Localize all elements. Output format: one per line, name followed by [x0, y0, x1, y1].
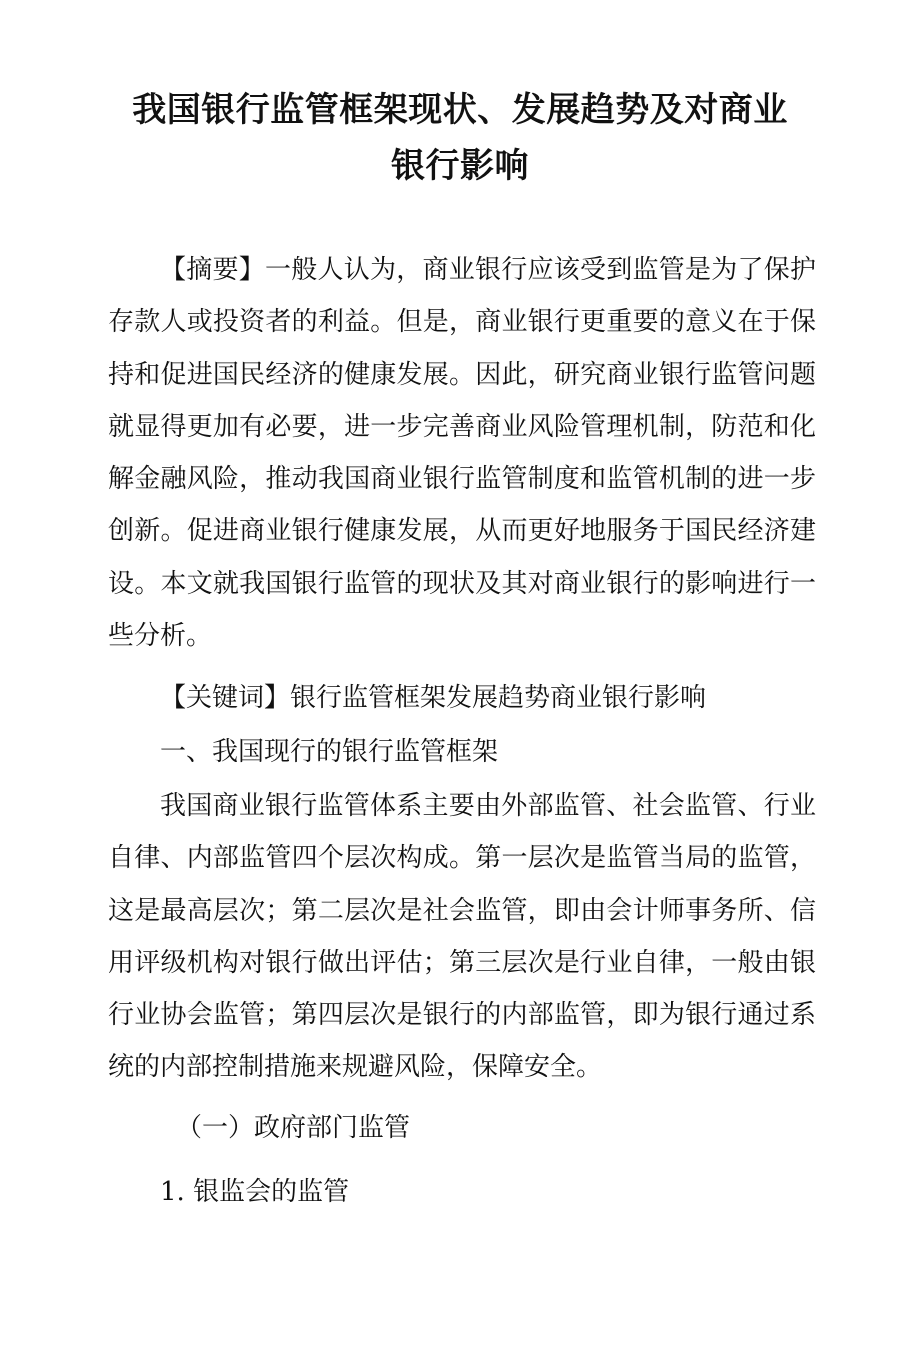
keywords-line: 【关键词】银行监管框架发展趋势商业银行影响: [160, 683, 707, 713]
subsection-heading-1: （一）政府部门监管: [176, 1113, 411, 1143]
section-1-paragraph: 我国商业银行监管体系主要由外部监管、社会监管、行业自律、内部监管四个层次构成。第一层次是监管当局的监管，这是最高层次；第二层次是社会监管，即由会计师事务所、信用评级机构对银行做出评估；第三层次是行业自律，一般由银行业协会监管；第四层次是银行的内部监管，即为银行通过系统的内部控制措施来规避风险，保障安全。: [108, 791, 816, 1083]
section-heading-1: 一、我国现行的银行监管框架: [160, 737, 499, 767]
abstract-paragraph: 【摘要】一般人认为，商业银行应该受到监管是为了保护存款人或投资者的利益。但是，商业银行更重要的意义在于保持和促进国民经济的健康发展。因此，研究商业银行监管问题就显得更加有必要，进一步完善商业风险管理机制，防范和化解金融风险，推动我国商业银行监管制度和监管机制的进一步创新。促进商业银行健康发展，从而更好地服务于国民经济建设。本文就我国银行监管的现状及其对商业银行的影响进行一些分析。: [108, 255, 816, 652]
item-heading-1: 1. 银监会的监管: [160, 1177, 350, 1207]
document-title-line-2: 银行影响: [391, 146, 529, 186]
document-title-line-1: 我国银行监管框架现状、发展趋势及对商业: [132, 90, 788, 130]
